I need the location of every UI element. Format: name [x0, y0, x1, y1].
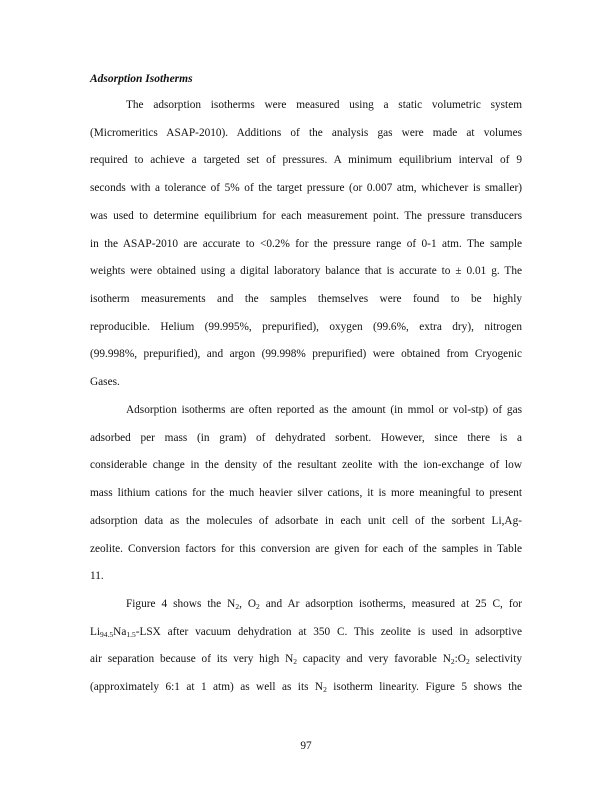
paragraph-2-line-5: adsorption data as the molecules of adsorbate in each unit cell of the sorbent Li,Ag-: [90, 514, 522, 527]
paragraph-1-line-7: weights were obtained using a digital laboratory balance that is accurate to ± 0.01 g. The: [90, 265, 522, 278]
paragraph-1-line-5: was used to determine equilibrium for each measurement point. The pressure transducers: [90, 209, 522, 222]
paragraph-2-line-3: considerable change in the density of the resultant zeolite with the ion-exchange of low: [90, 459, 522, 472]
paragraph-1-line-8: isotherm measurements and the samples themselves were found to be highly: [90, 292, 522, 305]
paragraph-2: [90, 397, 522, 591]
paragraph-3-line-2: $Li_{94.5}Na_{1.5}$-LSX after vacuum dehydration at 350 C. This zeolite is used in adsorptive: [90, 625, 522, 639]
paragraph-3-line-3: air separation because of its very high $N_2$ capacity and very favorable $N_2:O_2$ selectivity: [90, 653, 522, 667]
paragraph-1-line-11: Gases.: [90, 376, 120, 389]
paragraph-1-line-10: (99.998%, prepurified), and argon (99.998% prepurified) were obtained from Cryogenic: [90, 348, 522, 361]
paragraph-2-line-2: adsorbed per mass (in gram) of dehydrated sorbent. However, since there is a: [90, 431, 522, 444]
paragraph-1-line-4: seconds with a tolerance of 5% of the target pressure (or 0.007 atm, whichever is smaller): [90, 182, 522, 195]
paragraph-1-line-1: The adsorption isotherms were measured using a static volumetric system: [126, 99, 522, 111]
paragraph-3-line-4: (approximately 6:1 at 1 atm) as well as its $N_2$ isotherm linearity. Figure 5 shows the: [90, 681, 522, 695]
paragraph-1-line-9: reproducible. Helium (99.995%, prepurified), oxygen (99.6%, extra dry), nitrogen: [90, 320, 522, 333]
paragraph-1-line-2: (Micromeritics ASAP-2010). Additions of the analysis gas were made at volumes: [90, 126, 522, 139]
paragraph-2-line-7: 11.: [90, 570, 104, 583]
paragraph-2-line-6: zeolite. Conversion factors for this conversion are given for each of the samples in Table: [90, 542, 522, 555]
page-number: 97: [300, 740, 312, 752]
section-heading: Adsorption Isotherms: [90, 73, 193, 85]
paragraph-2-line-1: Adsorption isotherms are often reported as the amount (in mmol or vol-stp) of gas: [126, 404, 522, 416]
paragraph-3-line-1: Figure 4 shows the $N_2$, $O_2$ and Ar adsorption isotherms, measured at 25 C, for: [126, 598, 523, 611]
paragraph-1-line-3: required to achieve a targeted set of pressures. A minimum equilibrium interval of 9: [90, 154, 522, 167]
paragraph-1-line-6: in the ASAP-2010 are accurate to <0.2% for the pressure range of 0-1 atm. The sample: [90, 237, 522, 250]
paragraph-1: [90, 92, 522, 397]
paragraph-2-line-4: mass lithium cations for the much heavier silver cations, it is more meaningful to present: [90, 487, 522, 500]
paragraph-3: [90, 591, 522, 702]
